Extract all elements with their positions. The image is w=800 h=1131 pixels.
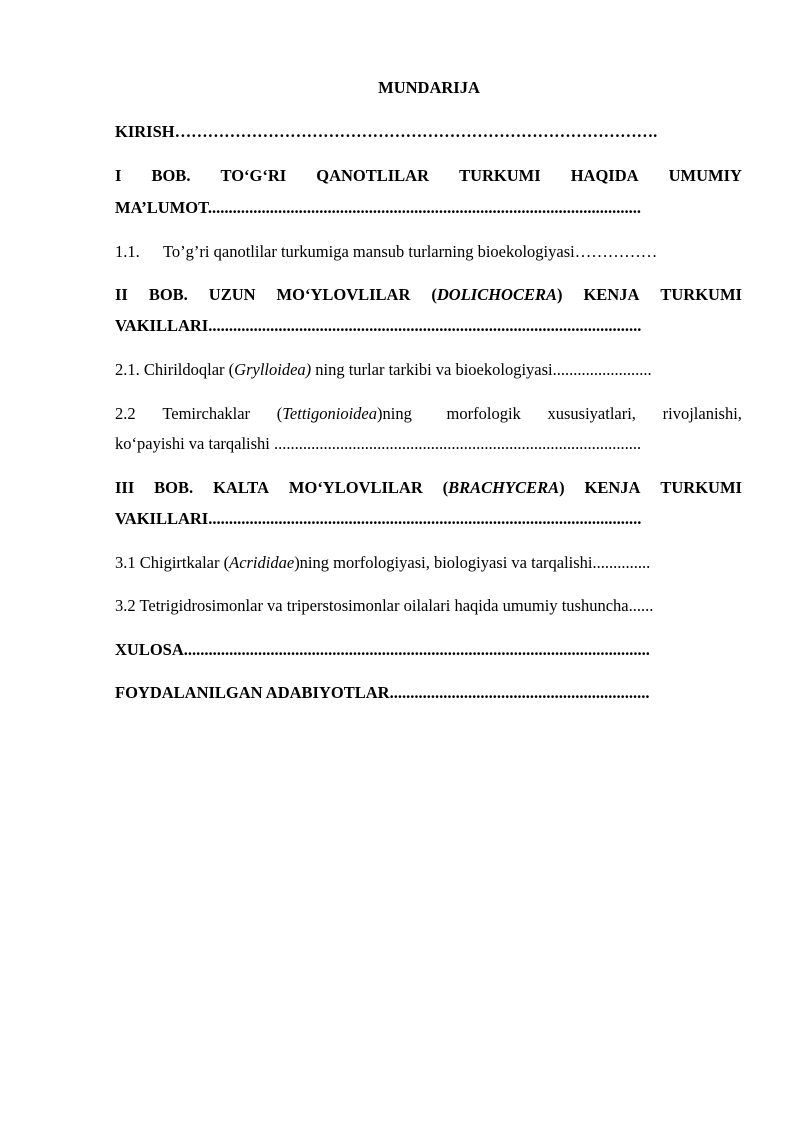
toc-word: BOB.: [151, 166, 191, 185]
text: )ning morfologiyasi, biologiyasi va tarqalishi..............: [294, 553, 651, 572]
toc-entry-section-2-2-line2: ko‘payishi va tarqalishi .........................................................................................: [115, 434, 642, 453]
taxon-name: Tettigonioidea: [282, 404, 377, 423]
toc-entry-section-1-1: [115, 242, 657, 262]
taxon-name: BRACHYCERA: [448, 478, 560, 497]
toc-word-group: [277, 404, 412, 424]
toc-word: Temirchaklar: [162, 404, 251, 423]
paren: ): [556, 285, 563, 304]
toc-entry-bob2-line2: VAKILLARI.........................................................................................................: [115, 316, 642, 335]
taxon-name: Acrididae: [229, 553, 295, 572]
toc-word: morfologik: [446, 404, 521, 423]
toc-entry-adabiyotlar: FOYDALANILGAN ADABIYOTLAR...............................................................: [115, 683, 650, 702]
toc-entry-section-2-1: [115, 360, 652, 380]
toc-word: BOB.: [154, 478, 194, 497]
toc-word: rivojlanishi,: [662, 404, 742, 423]
toc-entry-xulosa: XULOSA.................................................................................................................: [115, 640, 650, 659]
toc-word: III: [115, 478, 135, 497]
toc-entry-section-3-1: [115, 553, 650, 573]
toc-word: TURKUMI: [660, 285, 742, 304]
toc-word: II: [115, 285, 128, 304]
toc-word: TURKUMI: [660, 478, 742, 497]
toc-word: KALTA: [213, 478, 269, 497]
toc-entry-kirish: KIRISH…………………………………………………………………………….: [115, 122, 658, 141]
toc-word: BOB.: [148, 285, 188, 304]
taxon-name: DOLICHOCERA: [436, 285, 557, 304]
toc-word: UMUMIY: [668, 166, 742, 185]
toc-entry-bob2-line1: [115, 285, 742, 305]
text: ning turlar tarkibi va bioekologiyasi........................: [311, 360, 652, 379]
toc-word: UZUN: [208, 285, 256, 304]
toc-word: I: [115, 166, 122, 185]
paren: (: [276, 404, 283, 423]
toc-word: HAQIDA: [570, 166, 639, 185]
taxon-name: Grylloidea): [234, 360, 312, 379]
toc-word: TURKUMI: [459, 166, 541, 185]
toc-word: TO‘G‘RI: [220, 166, 287, 185]
toc-entry-bob3-line2: VAKILLARI.........................................................................................................: [115, 509, 642, 528]
toc-entry-bob3-line1: [115, 478, 742, 498]
toc-word-group: [431, 285, 562, 305]
toc-word: MO‘YLOVLILAR: [288, 478, 423, 497]
paren: (: [431, 285, 437, 304]
text: )ning: [376, 404, 412, 423]
toc-word: MO‘YLOVLILAR: [276, 285, 411, 304]
page-title: MUNDARIJA: [378, 78, 480, 97]
toc-word: QANOTLILAR: [316, 166, 430, 185]
toc-entry-bob1-line2: MA’LUMOT.........................................................................................................: [115, 198, 641, 217]
toc-word: 2.2: [115, 404, 136, 423]
toc-word-group: [443, 478, 565, 498]
toc-entry-section-3-2: 3.2 Tetrigidrosimonlar va triperstosimonlar oilalari haqida umumiy tushuncha......: [115, 596, 654, 615]
toc-word: KENJA: [584, 478, 641, 497]
text: 3.1 Chigirtkalar (: [115, 553, 230, 572]
toc-word: KENJA: [583, 285, 640, 304]
section-number: 1.1.: [115, 242, 140, 261]
toc-word: xususiyatlari,: [547, 404, 636, 423]
paren: ): [559, 478, 565, 497]
toc-entry-section-2-2-line1: [115, 404, 742, 424]
text: 2.1. Chirildoqlar (: [115, 360, 235, 379]
paren: (: [442, 478, 449, 497]
toc-entry-bob1-line1: [115, 166, 742, 186]
section-title: To’g’ri qanotlilar turkumiga mansub turlarning bioekologiyasi……………: [163, 242, 658, 261]
